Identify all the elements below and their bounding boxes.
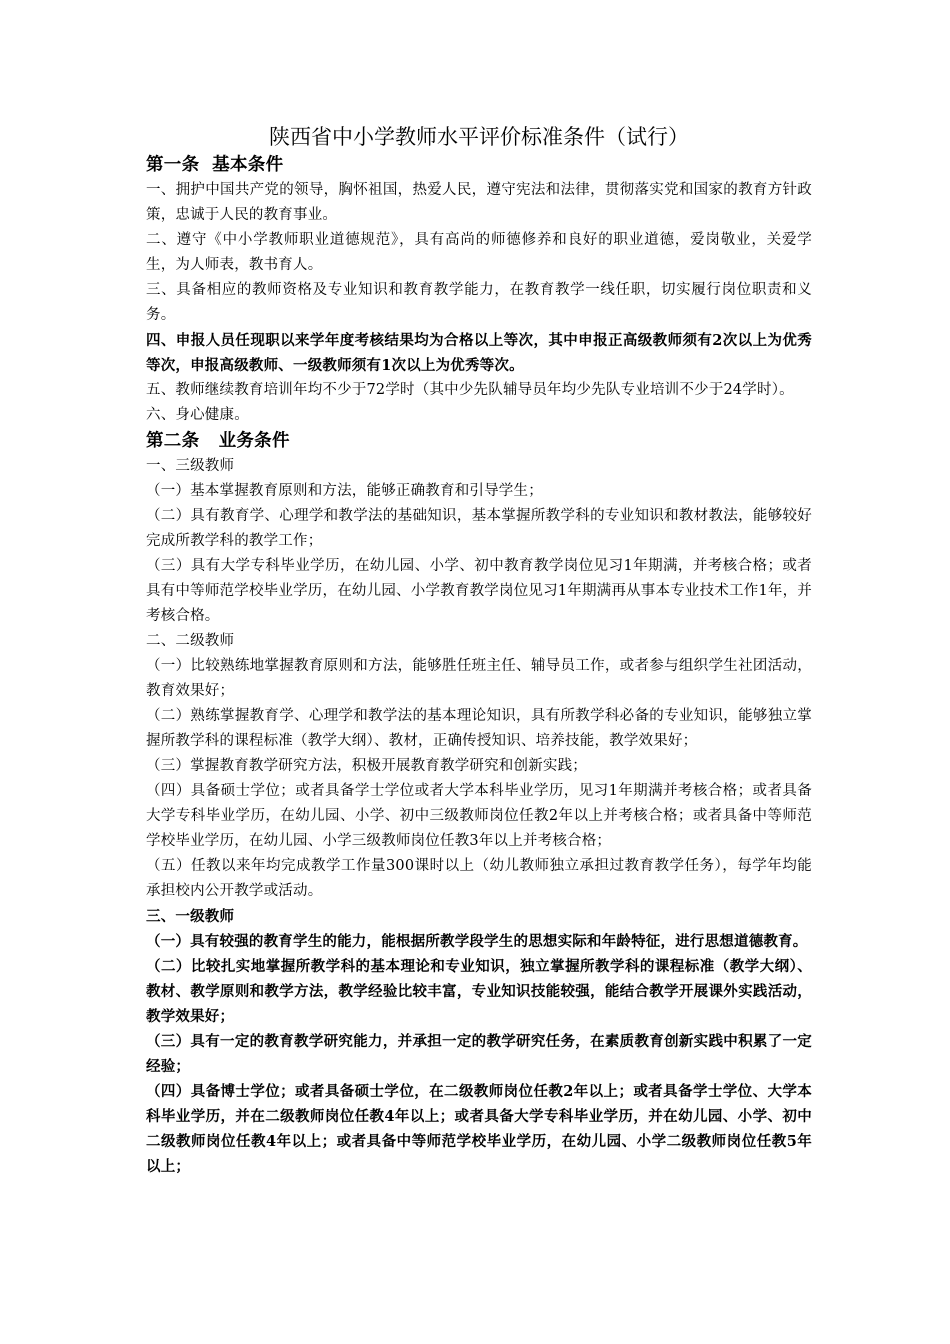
paragraph: （二）熟练掌握教育学、心理学和教学法的基本理论知识，具有所教学科必备的专业知识，能够独立掌握所教学科的课程标准（教学大纲）、教材，正确传授知识、培养技能，教学效果好； xyxy=(146,708,812,749)
paragraph: 四、申报人员任现职以来学年度考核结果均为合格以上等次，其中申报正高级教师须有2次以上为优秀等次，申报高级教师、一级教师须有1次以上为优秀等次。 xyxy=(146,332,812,374)
subsection-title: 一、三级教师 xyxy=(146,458,235,474)
paragraph: （一）具有较强的教育学生的能力，能根据所教学段学生的思想实际和年龄特征，进行思想道德教育。 xyxy=(146,933,808,950)
paragraph: （二）具有教育学、心理学和教学法的基础知识，基本掌握所教学科的专业知识和教材教法，能够较好完成所教学科的教学工作； xyxy=(146,508,812,549)
section-business-conditions xyxy=(146,428,812,1179)
section-heading: 第二条 业务条件 xyxy=(146,431,290,451)
document-title: 陕西省中小学教师水平评价标准条件（试行） xyxy=(269,125,689,149)
paragraph: 三、具备相应的教师资格及专业知识和教育教学能力，在教育教学一线任职，切实履行岗位职责和义务。 xyxy=(146,282,812,323)
paragraph: 一、拥护中国共产党的领导，胸怀祖国，热爱人民，遵守宪法和法律，贯彻落实党和国家的教育方针政策，忠诚于人民的教育事业。 xyxy=(146,182,812,223)
paragraph: （二）比较扎实地掌握所教学科的基本理论和专业知识，独立掌握所教学科的课程标准（教学大纲）、教材、教学原则和教学方法，教学经验比较丰富，专业知识技能较强，能结合教学开展课外实践活动，教学效果好； xyxy=(146,958,812,1025)
section-heading: 第一条 基本条件 xyxy=(146,155,284,175)
paragraph: 五、教师继续教育培训年均不少于72学时（其中少先队辅导员年均少先队专业培训不少于24学时）。 xyxy=(146,382,794,398)
subsection-title: 二、二级教师 xyxy=(146,633,235,649)
paragraph: （一）基本掌握教育原则和方法，能够正确教育和引导学生； xyxy=(146,483,543,499)
document-body xyxy=(146,122,812,1179)
subsection-title: 三、一级教师 xyxy=(146,908,235,925)
paragraph: （三）掌握教育教学研究方法，积极开展教育教学研究和创新实践； xyxy=(146,758,587,774)
section-basic-conditions xyxy=(146,152,812,428)
paragraph: （三）具有大学专科毕业学历，在幼儿园、小学、初中教育教学岗位见习1年期满，并考核合格；或者具有中等师范学校毕业学历，在幼儿园、小学教育教学岗位见习1年期满再从事本专业技术工作1年，并考核合格。 xyxy=(146,558,812,624)
paragraph: （三）具有一定的教育教学研究能力，并承担一定的教学研究任务，在素质教育创新实践中积累了一定经验； xyxy=(146,1033,812,1075)
paragraph: （四）具备硕士学位；或者具备学士学位或者大学本科毕业学历，见习1年期满并考核合格；或者具备大学专科毕业学历，在幼儿园、小学、初中三级教师岗位任教2年以上并考核合格；或者具备中等师范学校毕业学历，在幼儿园、小学三级教师岗位任教3年以上并考核合格； xyxy=(146,783,812,849)
paragraph: （五）任教以来年均完成教学工作量300课时以上（幼儿教师独立承担过教育教学任务），每学年均能承担校内公开教学或活动。 xyxy=(146,858,812,899)
paragraph: （一）比较熟练地掌握教育原则和方法，能够胜任班主任、辅导员工作，或者参与组织学生社团活动，教育效果好； xyxy=(146,658,812,699)
paragraph: （四）具备博士学位；或者具备硕士学位，在二级教师岗位任教2年以上；或者具备学士学位、大学本科毕业学历，并在二级教师岗位任教4年以上；或者具备大学专科毕业学历，并在幼儿园、小学、初中二级教师岗位任教4年以上；或者具备中等师范学校毕业学历，在幼儿园、小学二级教师岗位任教5年以上； xyxy=(146,1083,812,1175)
paragraph: 六、身心健康。 xyxy=(146,407,249,423)
paragraph: 二、遵守《中小学教师职业道德规范》，具有高尚的师德修养和良好的职业道德，爱岗敬业，关爱学生，为人师表，教书育人。 xyxy=(146,232,812,273)
